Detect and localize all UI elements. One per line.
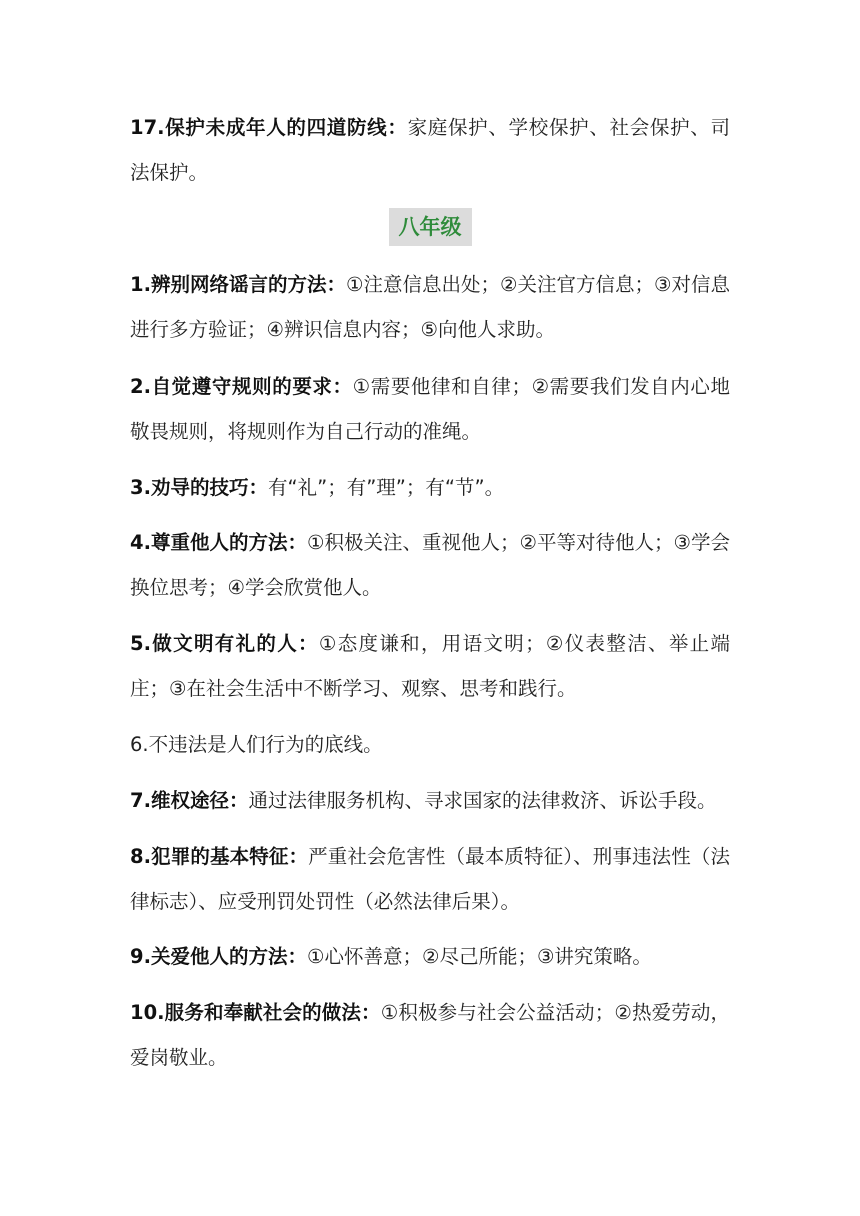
item-1 (130, 262, 730, 352)
item-9 (130, 934, 730, 979)
item-text: ①需要他律和自律；②需要我们发自内心地敬畏规则，将规则作为自己行动的准绳。 (130, 375, 730, 443)
item-title: 17.保护未成年人的四道防线： (130, 116, 408, 139)
item-title: 5.做文明有礼的人： (130, 632, 319, 655)
item-text: ①态度谦和，用语文明；②仪表整洁、举止端庄；③在社会生活中不断学习、观察、思考和践行。 (130, 632, 730, 700)
item-title: 3.劝导的技巧： (130, 476, 268, 499)
item-title: 4.尊重他人的方法： (130, 531, 307, 554)
item-4 (130, 520, 730, 610)
item-5 (130, 621, 730, 711)
grade-heading: 八年级 (389, 208, 472, 246)
item-title: 9.关爱他人的方法： (130, 945, 307, 968)
item-text: ①积极关注、重视他人；②平等对待他人；③学会换位思考；④学会欣赏他人。 (130, 531, 730, 599)
item-6 (130, 722, 730, 767)
item-title: 10.服务和奉献社会的做法： (130, 1001, 381, 1024)
item-text: 严重社会危害性（最本质特征）、刑事违法性（法律标志）、应受刑罚处罚性（必然法律后果）。 (130, 845, 730, 913)
item-text: 6.不违法是人们行为的底线。 (130, 733, 383, 756)
item-text: 有“礼”；有”理”；有“节”。 (267, 476, 505, 499)
item-title: 8.犯罪的基本特征： (130, 845, 309, 868)
item-title: 7.维权途径： (130, 789, 249, 812)
item-2 (130, 364, 730, 454)
item-3 (130, 465, 730, 510)
item-text: 通过法律服务机构、寻求国家的法律救济、诉讼手段。 (248, 789, 717, 812)
item-title: 1.辨别网络谣言的方法： (130, 273, 346, 296)
item-text: ①心怀善意；②尽己所能；③讲究策略。 (306, 945, 652, 968)
item-text: ①注意信息出处；②关注官方信息；③对信息进行多方验证；④辨识信息内容；⑤向他人求助。 (130, 273, 730, 341)
item-8 (130, 834, 730, 924)
item-10 (130, 990, 730, 1080)
grade-heading-block (0, 208, 860, 246)
item-title: 2.自觉遵守规则的要求： (130, 375, 353, 398)
item-17 (130, 105, 730, 195)
item-7 (130, 778, 730, 823)
item-text: 家庭保护、学校保护、社会保护、司法保护。 (130, 116, 730, 184)
item-text: ①积极参与社会公益活动；②热爱劳动，爱岗敬业。 (130, 1001, 731, 1069)
